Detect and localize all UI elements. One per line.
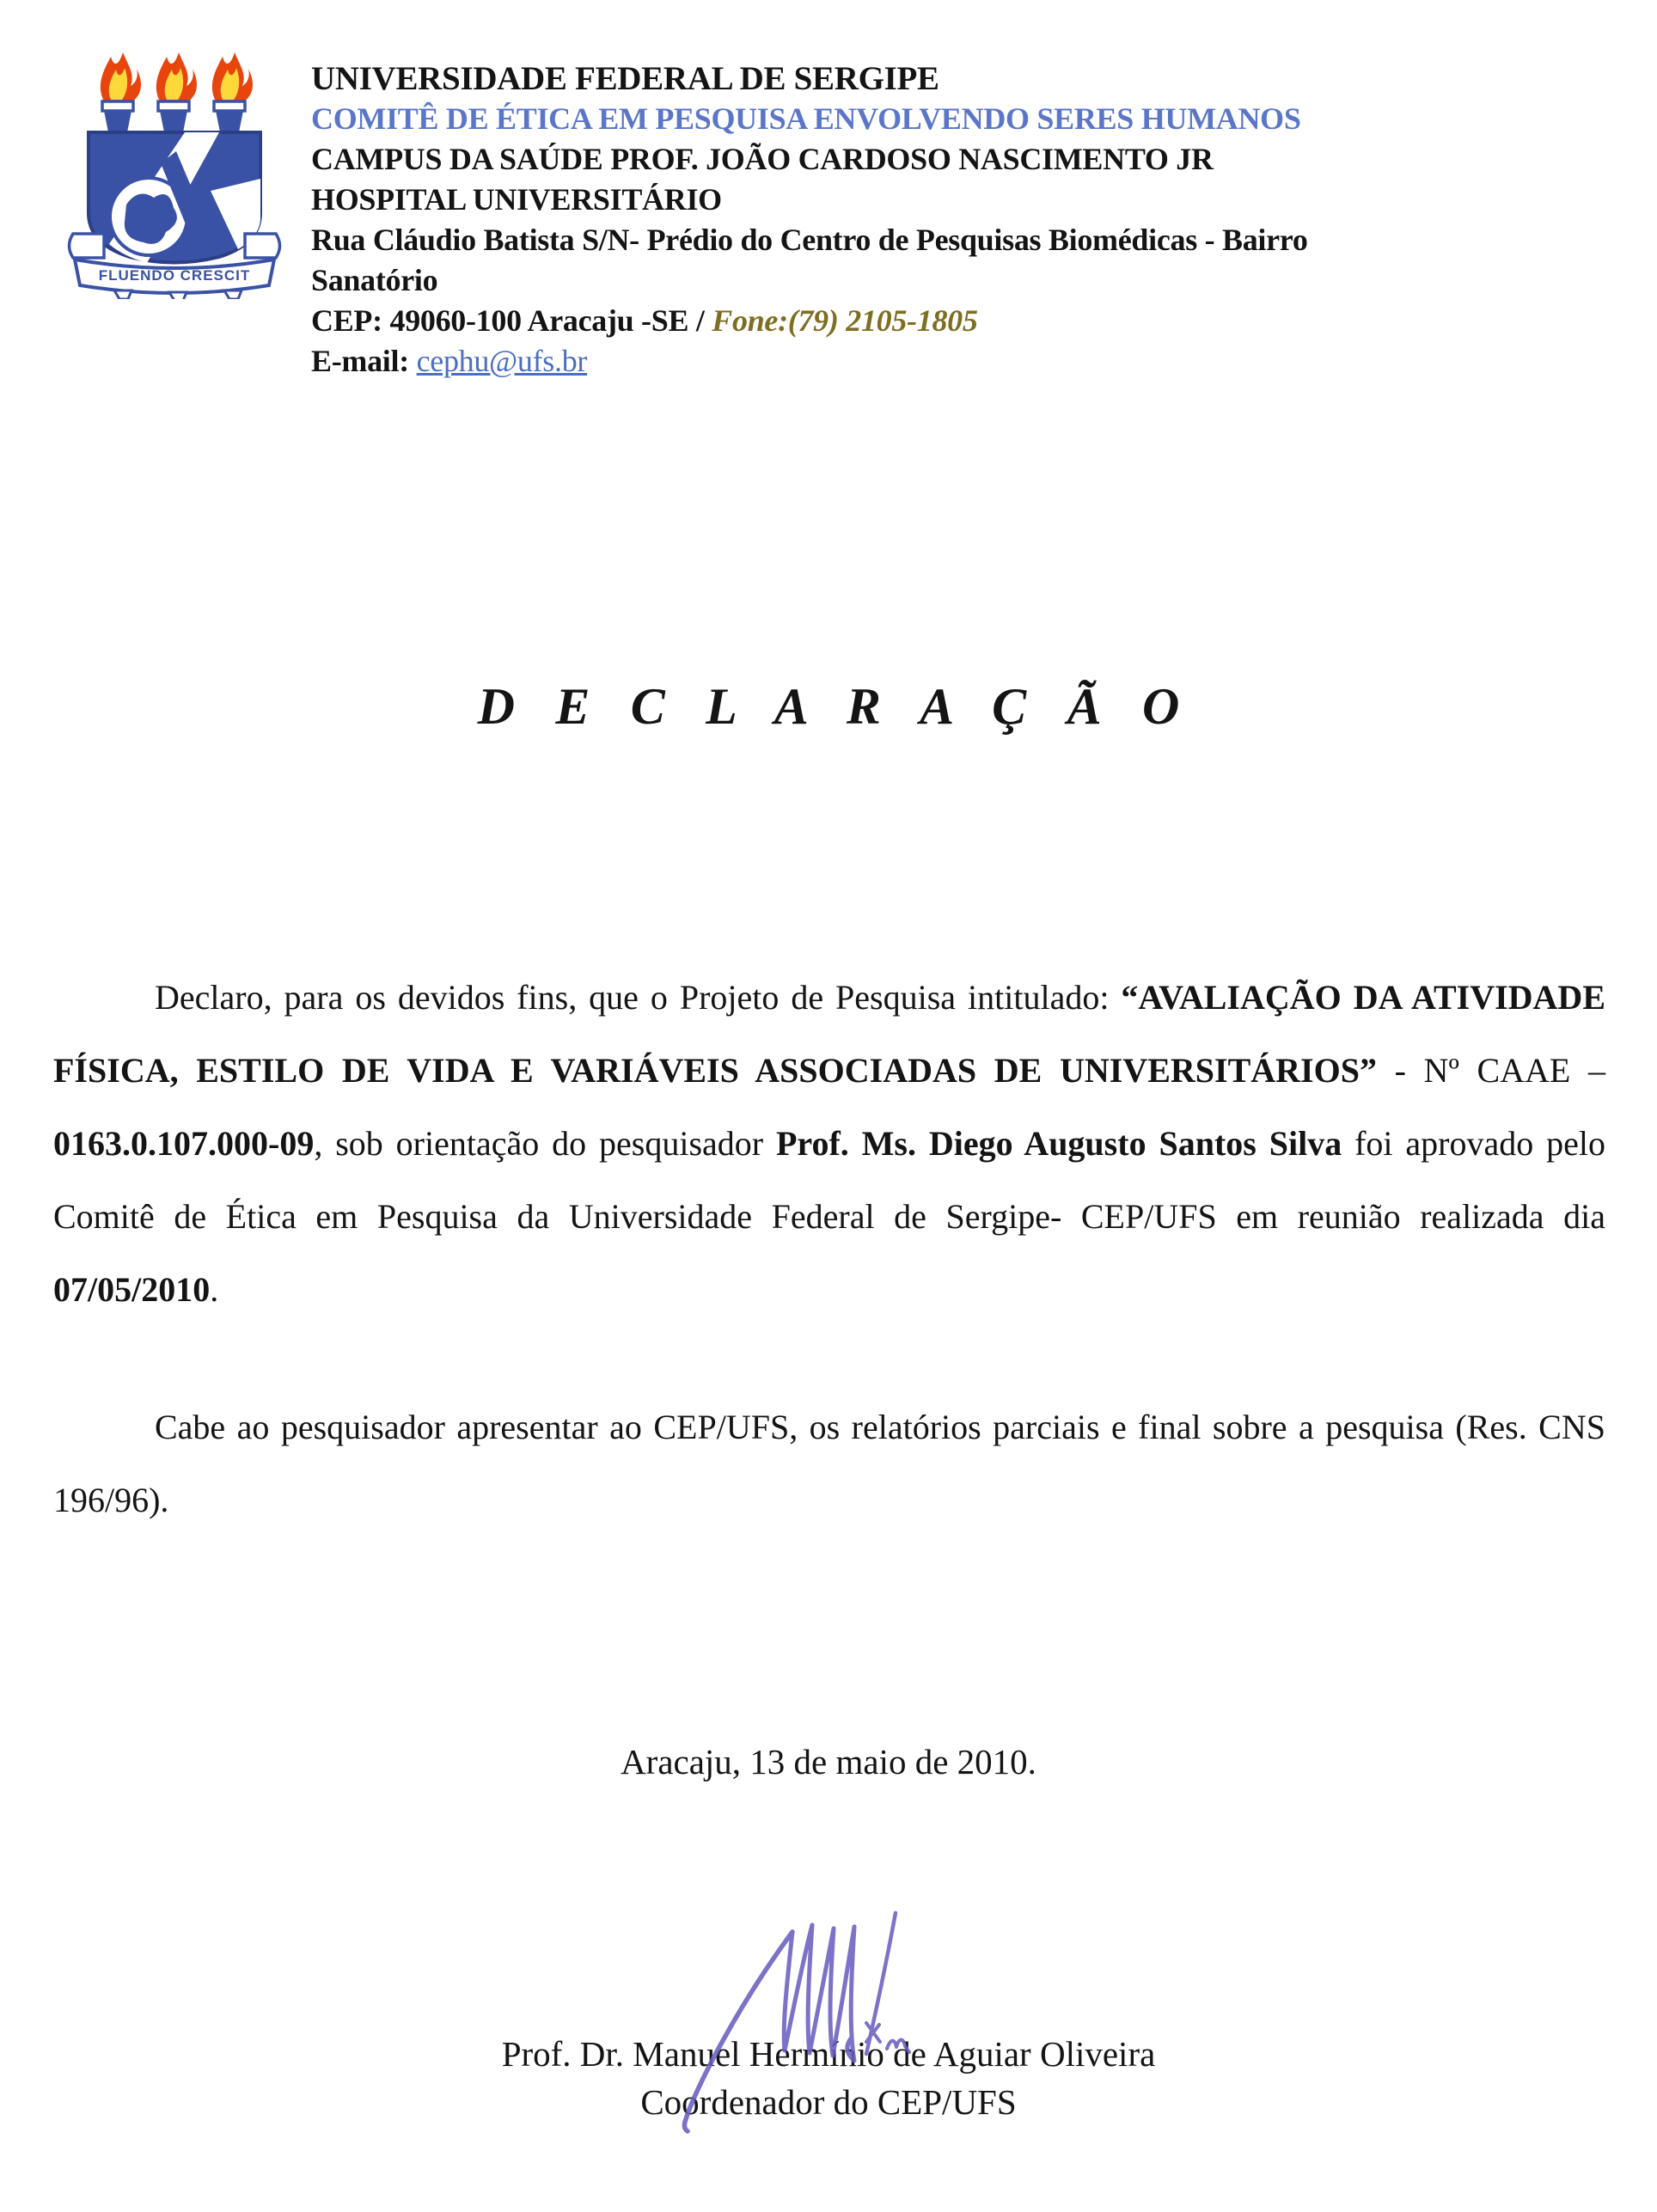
hospital-line: HOSPITAL UNIVERSITÁRIO [311, 182, 722, 217]
committee-name: COMITÊ DE ÉTICA EM PESQUISA ENVOLVENDO SERES HUMANOS [311, 101, 1301, 136]
caae-number: 0163.0.107.000-09 [53, 1124, 315, 1163]
page-title: D E C L A R A Ç Ã O [477, 678, 1194, 735]
university-name: UNIVERSIDADE FEDERAL DE SERGIPE [311, 60, 939, 97]
paragraph-approval [53, 961, 1605, 1326]
email-label: E-mail: [311, 344, 417, 378]
approval-date: 07/05/2010 [53, 1270, 211, 1309]
logo-motto: FLUENDO CRESCIT [98, 267, 251, 284]
phone-text: Fone:(79) 2105-1805 [712, 303, 978, 338]
letterhead-text [311, 48, 1308, 382]
signatory-role: Coordenador do CEP/UFS [640, 2082, 1017, 2122]
p1-approval-text: foi aprovado pelo Comitê de Ética em Pesquisa da Universidade Federal de Sergipe- CEP/UFS em reunião realizada dia [53, 1124, 1605, 1236]
torch-icons [101, 52, 253, 132]
email-link[interactable]: cephu@ufs.br [416, 344, 588, 378]
date-line: Aracaju, 13 de maio de 2010. [621, 1742, 1036, 1781]
paragraph-reports: Cabe ao pesquisador apresentar ao CEP/UFS, os relatórios parciais e final sobre a pesquisa (Res. CNS 196/96). [53, 1408, 1605, 1519]
cep-phone-line [311, 301, 1308, 341]
project-title: “AVALIAÇÃO DA ATIVIDADE FÍSICA, ESTILO DE VIDA E VARIÁVEIS ASSOCIADAS DE UNIVERSITÁRIOS” [53, 978, 1605, 1090]
signatory-name: Prof. Dr. Manuel Hermínio de Aguiar Oliveira [501, 2034, 1156, 2074]
email-line [311, 341, 1308, 382]
p1-caae-label: - Nº CAAE – [1376, 1051, 1605, 1090]
letterhead [64, 48, 1308, 382]
motto-banner [75, 260, 274, 299]
address-line-2: Sanatório [311, 263, 438, 297]
cep-text: CEP: 49060-100 Aracaju -SE / [311, 303, 712, 338]
p1-intro: Declaro, para os devidos fins, que o Projeto de Pesquisa intitulado: [155, 978, 1122, 1017]
researcher-name: Prof. Ms. Diego Augusto Santos Silva [775, 1124, 1342, 1163]
p1-period: . [210, 1270, 219, 1309]
address-line-1: Rua Cláudio Batista S/N- Prédio do Centro de Pesquisas Biomédicas - Bairro [311, 223, 1308, 257]
shield [89, 132, 260, 263]
p1-orientation-text: , sob orientação do pesquisador [314, 1124, 776, 1163]
ufs-crest-logo [64, 48, 285, 299]
campus-line: CAMPUS DA SAÚDE PROF. JOÃO CARDOSO NASCIMENTO JR [311, 142, 1214, 176]
